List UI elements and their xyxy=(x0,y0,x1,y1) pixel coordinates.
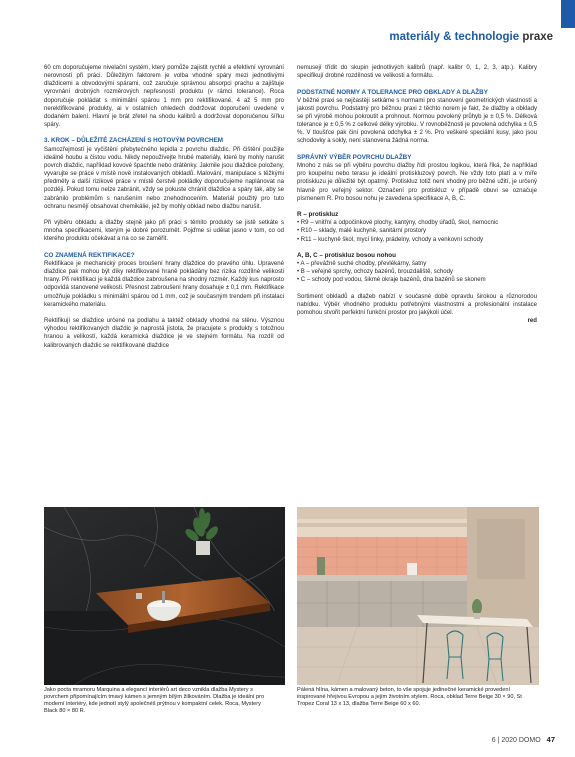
paragraph: V běžné praxi se nejčastěji setkáme s normami pro stanovení geometrických vlastností a jakosti povrchu. Podstatný pro běžnou praxi z těchto norem je fakt, že dlažby a obklady se při výrobě mohou pokroutit a prohnout. Normou povolený průhyb je ± 0,5 %. Délková tolerance je ± 0,5 % z celkové délky výrobku. V rovnoběžnosti je povolená odchylka ± 0,5 %. V tloušťce pak činí povolená odchylka ± 2 %. Pro veškeré speciální kusy, jako jsou schodovky a sokly, není stanovena žádná norma. xyxy=(297,97,537,145)
abc-rating-list xyxy=(297,260,537,284)
list-item: • A – převážně suché chodby, převlékárny, šatny xyxy=(297,261,427,268)
accent-tab xyxy=(561,0,575,28)
photo-caption-right: Pálená hlína, kámen a malovaný beton, to vše spojuje jedinečné keramické provedení inspirované hřejivou Evropou a jejím životním stylem. Roca, obklad Terre Beige 30 × 90, St Tropez Coral 13 x 13, dlažba Terre Beige 60 x 60. xyxy=(297,687,522,708)
paragraph: Mnoho z nás se při výběru povrchu dlažby řídí prostou logikou, která říká, že například pro koupelnu nebo terasu je ideální protiskluzový povrch. Ne vždy toto platí a v míře protiskluzu je důležité být opatrný. Protiskluz totiž není vhodný pro běžné užití, je určený hlavně pro veřejný sektor. Označení pro protiskluz v případě obuvi se označuje písmenem R. Pro bosou nohu je zavedena specifikace A, B, C. xyxy=(297,163,537,202)
page-header xyxy=(389,31,553,43)
photo-caption-left: Jako pocta mramoru Marquina a elegancí interiérů art deco vznikla dlažba Mystery s povrchem připomínajícím tmavý kámen s jemným bílým žilkováním. Dlažba je ideální pro moderní interiéry, kde jednotí stylý společnéš prýtnou v kompaktní celek. Roca, Mystery Black 80 × 80 R. xyxy=(44,687,265,715)
r-rating-list xyxy=(297,219,537,243)
list-item: • R10 – sklady, malé kuchyně, sanitární prostory xyxy=(297,228,427,235)
left-column xyxy=(44,64,284,358)
list-item: • R11 – kuchyně škol, mycí linky, prádelny, vchody a venkovní schody xyxy=(297,236,483,243)
author-signoff: red xyxy=(527,318,537,325)
paragraph: Samozřejmostí je vyčištění přebytečného lepidla z povrchu dlaždic. Při čištění použijte ideálně houbu a čistou vodu. Nikdy nepoužívejte hrubé materiály, které by mohly narušit povrch dlaždic, například kovové špachtle nebo drátěnky. Jakmile jsou dlaždice položeny, vyvarujte se práce v místě nově instalovaných obkladů. Malování, manipulace s těžkými předměty a další rizikové práce v místě čerstvě pokládky doporučujeme naplánovat na později. Pokud tomu nelze zabránit, vždy se pokuste chránit dlaždice a spáry tak, aby se zabránilo problémům s narušením nebo znehodnocením. Materiál použitý pro tuto ochranu nesmějí obsahovat chemikálie, jež by mohly obklad nebo dlažbu narušit. xyxy=(44,146,284,210)
list-item: • B – veřejné sprchy, ochozy bazénů, brouzdaliště, schody xyxy=(297,269,453,276)
paragraph: nemusejí třídit do skupin jednotlivých kalibrů (např. kalibr 0, 1, 2, 3, atp.). Kalibry specifikují drobné rozdílnosti ve velikosti a formátu. xyxy=(297,65,537,80)
section-heading: SPRÁVNÝ VÝBĚR POVRCHU DLAŽBY xyxy=(297,153,412,161)
paragraph: Rektifikace je mechanický proces broušení hrany dlaždice do pravého úhlu. Upravené dlaždice pak mohou být díky rektifikované hraně pokládány bez rizika rozdílné velikosti hrany. Při rektifikaci je každá dlaždice zabroušena na shodný rozměr. Každý kus naprosto odpovídá stanovené velikosti. Přesnost zabroušení hrany dosahuje ± 0,1 mm. Rektifikace umožňuje pokládku s minimální spárou od 1 mm, což je současným trendem při instalaci keramického materiálu. xyxy=(44,260,284,308)
page-number: 47 xyxy=(546,735,555,744)
section-heading: PODSTATNÉ NORMY A TOLERANCE PRO OBKLADY A DLAŽBY xyxy=(297,88,488,96)
issue-label: 6 | 2020 DOMO xyxy=(491,737,541,744)
paragraph: Sortiment obkladů a dlažeb nabízí v současné době opravdu širokou a různorodou nabídku. Výběr vhodného produktu potřebnými vlastnostmi a profesionální instalace pomohou stvořit perfektní funkční prostor pro jakýkoli účel. xyxy=(297,293,537,317)
section-title: materiály & technologie xyxy=(389,31,520,43)
list-item: • R9 – vnitřní a odpočinkové plochy, kantýny, chodby úřadů, škol, nemocnic xyxy=(297,220,499,227)
paragraph: 60 cm doporučujeme nivelační systém, který pomůže zajistit rychlé a efektivní vyrovnání nerovností při práci. Důležitým faktorem je volba vhodné spáry mezi jednotlivými dlaždicemi a obvodovými spárami, což zaručuje správnou absorpci prachu a zajištuje vyrovnání drobných rozměrových nepřesností produktu (v rámci tolerance). Roca doporučuje pokládat s minimální spárou 1 mm pro rektifikované, 4 až 5 mm pro nerektifikované produkty, ai v ostatních ohledech dodržovat doporučení uvedené v dodaném balení. Hlavní je brát zřetel na shodu kalibrů a dodržovat doporučenou šířku spáry. xyxy=(44,65,284,129)
paragraph: Rektifikují se dlaždice určené na podlahu a taktéž obklady vhodné na stěnu. Výsznou výhodou rektifikovaných dlaždic je naprostá jistota, že pracujete s produkty s totožnou hranou a velikostí, každá keramická dlaždice je ve stejném formátu. Na rozdíl od kalibrovaných dlaždic se rektifikované dlaždice xyxy=(44,318,284,349)
paragraph: Při výběru obkladu a dlažby stejně jako při práci s těmito produkty se jistě setkáte s mnoha specifikacemi, kterým je dobré porozumět. Pojďme si udělat jasno v tom, co od kterého produktu očekávat a na co se zaměřit. xyxy=(44,220,284,243)
page-folio xyxy=(492,735,555,744)
kitchen-photo xyxy=(297,507,539,685)
section-heading: CO ZNAMENÁ REKTIFIKACE? xyxy=(44,251,135,259)
right-column xyxy=(297,64,537,326)
list-heading: R – protiskluz xyxy=(297,211,339,218)
list-heading: A, B, C – protiskluz bosou nohou xyxy=(297,251,396,259)
subsection-title: praxe xyxy=(522,31,553,43)
marble-bathroom-photo xyxy=(44,507,285,685)
section-heading: 3. KROK – DŮLEŽITÉ ZACHÁZENÍ S HOTOVÝM POVRCHEM xyxy=(44,137,224,145)
list-item: • C – schody pod vodou, šikmé okraje bazénů, dna bazénů se skonem xyxy=(297,277,486,284)
